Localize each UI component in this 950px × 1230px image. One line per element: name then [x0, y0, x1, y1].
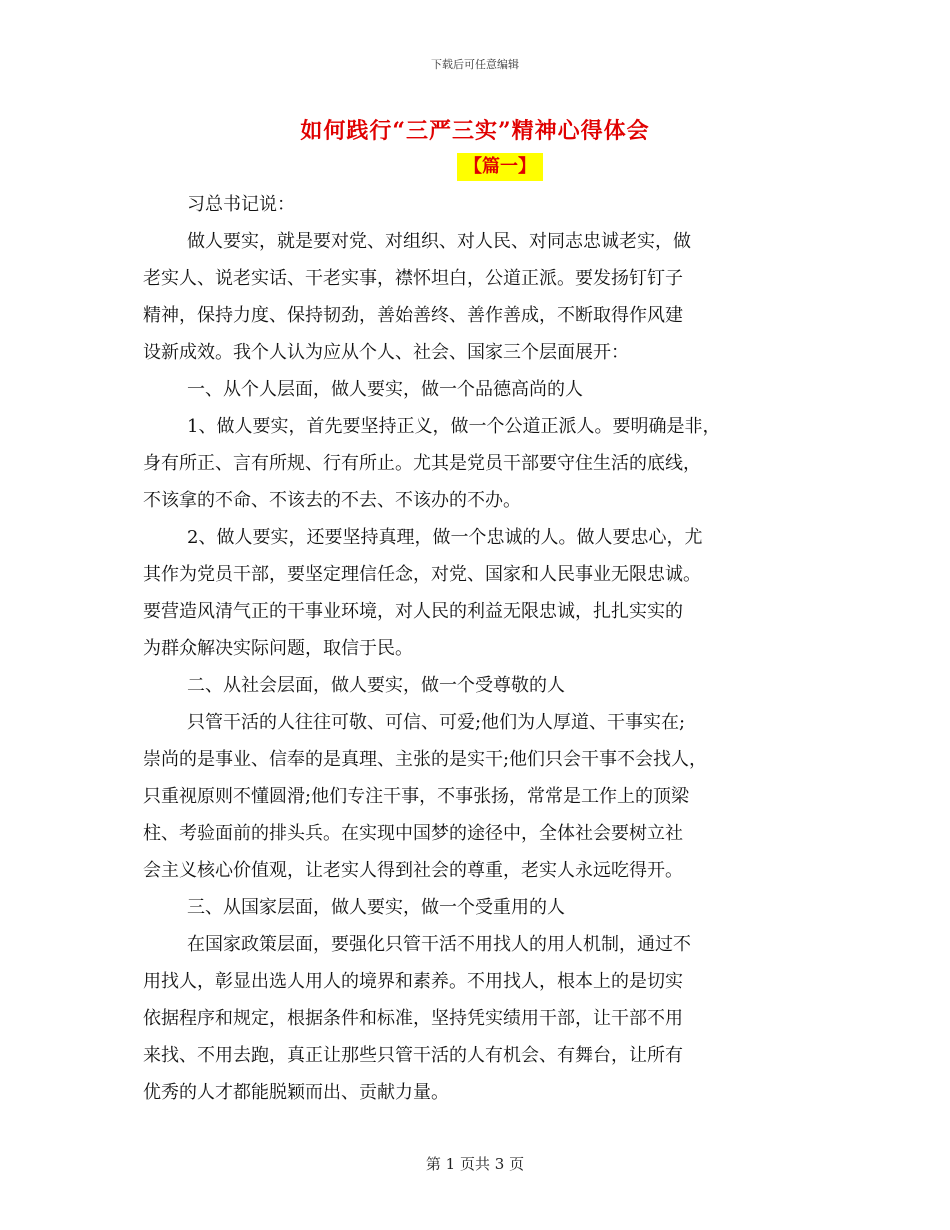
body-line: 崇尚的是事业、信奉的是真理、主张的是实干;他们只会干事不会找人， [143, 749, 708, 770]
body-line: 会主义核心价值观，让老实人得到社会的尊重，老实人永远吃得开。 [143, 860, 683, 881]
body-line: 身有所正、言有所规、行有所止。尤其是党员干部要守住生活的底线， [143, 453, 701, 474]
body-line: 做人要实，就是要对党、对组织、对人民、对同志忠诚老实，做 [187, 231, 691, 252]
body-line: 柱、考验面前的排头兵。在实现中国梦的途径中，全体社会要树立社 [143, 823, 683, 844]
page-footer: 第 1 页共 3 页 [425, 1155, 525, 1173]
body-line: 精神，保持力度、保持韧劲，善始善终、善作善成，不断取得作风建 [143, 305, 683, 326]
document-body [143, 186, 823, 1111]
body-line: 1、做人要实，首先要坚持正义，做一个公道正派人。要明确是非， [187, 416, 721, 437]
body-line: 二、从社会层面，做人要实，做一个受尊敬的人 [187, 675, 565, 696]
body-line: 来找、不用去跑，真正让那些只管干活的人有机会、有舞台，让所有 [143, 1045, 683, 1066]
body-line: 只重视原则不懂圆滑;他们专注干事，不事张扬，常常是工作上的顶梁 [143, 786, 690, 807]
body-line: 习总书记说： [187, 194, 295, 215]
body-line: 设新成效。我个人认为应从个人、社会、国家三个层面展开： [143, 342, 629, 363]
body-line: 要营造风清气正的干事业环境，对人民的利益无限忠诚，扎扎实实的 [143, 601, 683, 622]
section-tag: 【篇一】 [457, 153, 543, 181]
body-line: 一、从个人层面，做人要实，做一个品德高尚的人 [187, 379, 583, 400]
body-line: 三、从国家层面，做人要实，做一个受重用的人 [187, 897, 565, 918]
body-line: 不该拿的不命、不该去的不去、不该办的不办。 [143, 490, 521, 511]
body-line: 只管干活的人往往可敬、可信、可爱;他们为人厚道、干事实在; [187, 712, 686, 733]
body-line: 用找人，彰显出选人用人的境界和素养。不用找人，根本上的是切实 [143, 971, 683, 992]
body-line: 其作为党员干部，要坚定理信任念，对党、国家和人民事业无限忠诚。 [143, 564, 701, 585]
body-line: 2、做人要实，还要坚持真理，做一个忠诚的人。做人要忠心，尤 [187, 527, 703, 548]
body-line: 优秀的人才都能脱颖而出、贡献力量。 [143, 1082, 449, 1103]
body-line: 老实人、说老实话、干老实事，襟怀坦白，公道正派。要发扬钉钉子 [143, 268, 683, 289]
body-line: 为群众解决实际问题，取信于民。 [143, 638, 413, 659]
document-title: 如何践行“三严三实”精神心得体会 [300, 118, 650, 144]
page-header-note: 下载后可任意编辑 [431, 58, 519, 71]
body-line: 在国家政策层面，要强化只管干活不用找人的用人机制，通过不 [187, 934, 691, 955]
body-line: 依据程序和规定，根据条件和标准，坚持凭实绩用干部，让干部不用 [143, 1008, 683, 1029]
